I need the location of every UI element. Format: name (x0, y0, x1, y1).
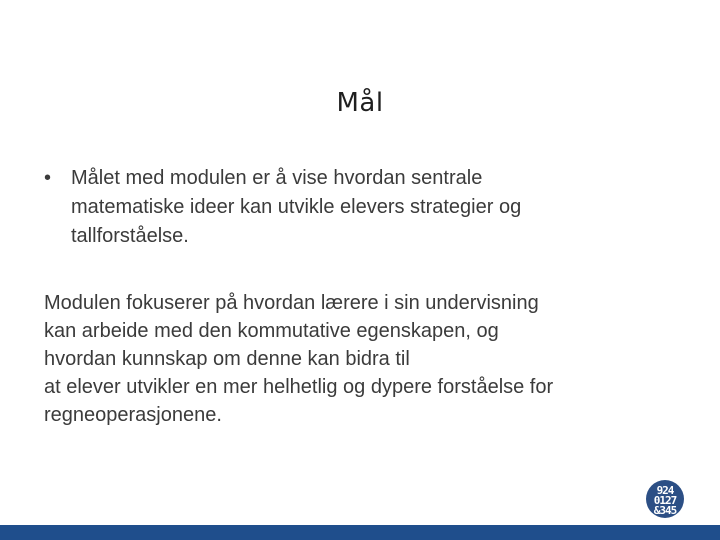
bullet-line: matematiske ideer kan utvikle elevers strategier og (71, 196, 522, 218)
body-paragraph (44, 289, 684, 429)
paragraph-line: at elever utvikler en mer helhetlig og dypere forståelse for (44, 376, 554, 398)
paragraph-line: hvordan kunnskap om denne kan bidra til (44, 348, 410, 370)
numbers-logo-icon (646, 480, 684, 518)
bullet-line: Målet med modulen er å vise hvordan sentrale (71, 167, 483, 189)
bullet-item (44, 164, 664, 251)
logo-text-line: 0127 (653, 494, 677, 507)
logo-text-line: &345 (653, 504, 677, 517)
paragraph-line: Modulen fokuserer på hvordan lærere i sin undervisning (44, 292, 539, 314)
bullet-list (44, 164, 664, 251)
bottom-bar (0, 525, 720, 540)
bullet-marker: • (44, 167, 52, 189)
paragraph-line: regneoperasjonene. (44, 404, 222, 426)
logo-text-line: 924 (656, 484, 674, 497)
slide-title: Mål (336, 88, 384, 118)
bullet-line: tallforståelse. (71, 225, 189, 247)
paragraph-line: kan arbeide med den kommutative egenskapen, og (44, 320, 499, 342)
